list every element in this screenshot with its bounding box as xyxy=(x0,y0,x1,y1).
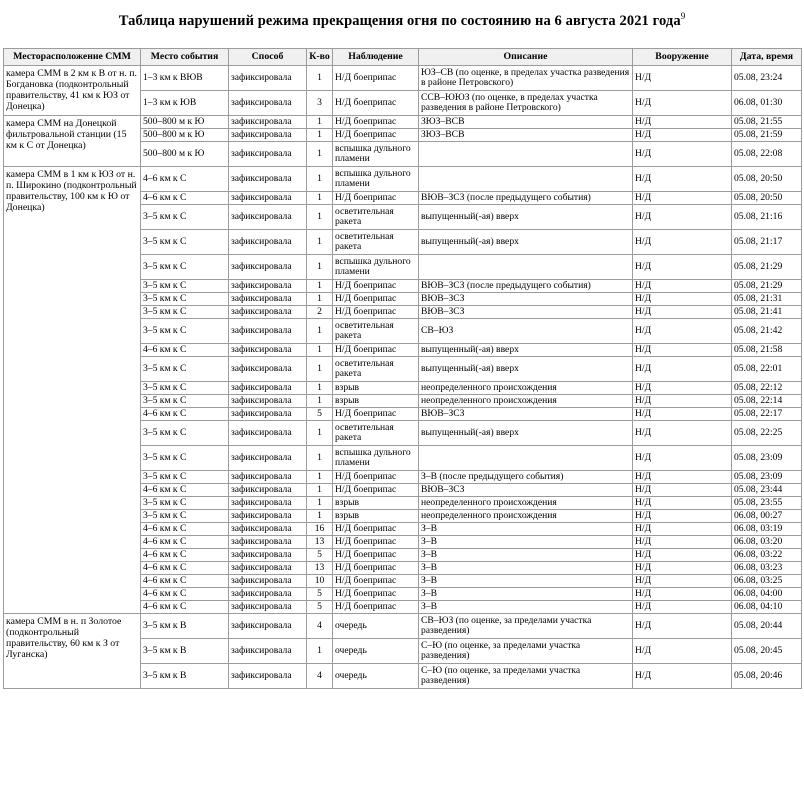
cell-count: 13 xyxy=(307,536,333,549)
cell-count: 1 xyxy=(307,639,333,664)
cell-observation: вспышка дульного пламени xyxy=(333,255,419,280)
cell-method: зафиксировала xyxy=(229,344,307,357)
cell-date-time: 06.08, 00:27 xyxy=(732,510,802,523)
cell-event-place: 500–800 м к Ю xyxy=(141,129,229,142)
cell-date-time: 05.08, 21:58 xyxy=(732,344,802,357)
cell-weapon: Н/Д xyxy=(633,192,732,205)
cell-event-place: 4–6 км к С xyxy=(141,562,229,575)
cell-weapon: Н/Д xyxy=(633,129,732,142)
cell-count: 10 xyxy=(307,575,333,588)
cell-description: С–Ю (по оценке, за пределами участка разведения) xyxy=(419,639,633,664)
cell-observation: Н/Д боеприпас xyxy=(333,129,419,142)
cell-weapon: Н/Д xyxy=(633,523,732,536)
violations-table xyxy=(3,48,802,689)
cell-description: ЮЗ–СВ (по оценке, в пределах участка разведения в районе Петровского) xyxy=(419,66,633,91)
cell-event-place: 4–6 км к С xyxy=(141,408,229,421)
cell-description: З–В xyxy=(419,536,633,549)
cell-count: 4 xyxy=(307,664,333,689)
cell-event-place: 4–6 км к С xyxy=(141,549,229,562)
cell-date-time: 05.08, 20:46 xyxy=(732,664,802,689)
cell-description: З–В xyxy=(419,549,633,562)
cell-observation: Н/Д боеприпас xyxy=(333,280,419,293)
cell-event-place: 4–6 км к С xyxy=(141,536,229,549)
table-body xyxy=(4,66,802,689)
cell-method: зафиксировала xyxy=(229,142,307,167)
cell-observation: осветительная ракета xyxy=(333,230,419,255)
cell-observation: Н/Д боеприпас xyxy=(333,601,419,614)
cell-date-time: 05.08, 20:50 xyxy=(732,167,802,192)
cell-date-time: 05.08, 22:25 xyxy=(732,421,802,446)
cell-weapon: Н/Д xyxy=(633,510,732,523)
cell-observation: осветительная ракета xyxy=(333,357,419,382)
cell-observation: очередь xyxy=(333,614,419,639)
cell-observation: Н/Д боеприпас xyxy=(333,192,419,205)
cell-count: 1 xyxy=(307,344,333,357)
cell-description: СВ–ЮЗ (по оценке, за пределами участка разведения) xyxy=(419,614,633,639)
cell-date-time: 06.08, 03:25 xyxy=(732,575,802,588)
cell-weapon: Н/Д xyxy=(633,664,732,689)
cell-weapon: Н/Д xyxy=(633,319,732,344)
cell-method: зафиксировала xyxy=(229,614,307,639)
cell-description: ВЮВ–ЗСЗ xyxy=(419,408,633,421)
cell-date-time: 05.08, 21:42 xyxy=(732,319,802,344)
cell-weapon: Н/Д xyxy=(633,497,732,510)
table-row xyxy=(4,116,802,129)
cell-observation: Н/Д боеприпас xyxy=(333,91,419,116)
cell-count: 1 xyxy=(307,497,333,510)
cell-weapon: Н/Д xyxy=(633,536,732,549)
cell-count: 4 xyxy=(307,614,333,639)
col-header-place: Место события xyxy=(141,49,229,66)
cell-count: 1 xyxy=(307,230,333,255)
cell-observation: вспышка дульного пламени xyxy=(333,167,419,192)
cell-description: ВЮВ–ЗСЗ xyxy=(419,306,633,319)
cell-observation: взрыв xyxy=(333,510,419,523)
cell-count: 5 xyxy=(307,408,333,421)
cell-description: ЗЮЗ–ВСВ xyxy=(419,129,633,142)
col-header-date: Дата, время xyxy=(732,49,802,66)
cell-date-time: 05.08, 22:01 xyxy=(732,357,802,382)
cell-date-time: 05.08, 21:41 xyxy=(732,306,802,319)
cell-observation: Н/Д боеприпас xyxy=(333,293,419,306)
cell-method: зафиксировала xyxy=(229,129,307,142)
cell-description: З–В xyxy=(419,523,633,536)
cell-method: зафиксировала xyxy=(229,575,307,588)
cell-observation: Н/Д боеприпас xyxy=(333,116,419,129)
cell-count: 1 xyxy=(307,129,333,142)
cell-count: 1 xyxy=(307,319,333,344)
cell-weapon: Н/Д xyxy=(633,395,732,408)
cell-observation: взрыв xyxy=(333,382,419,395)
cell-weapon: Н/Д xyxy=(633,230,732,255)
cell-date-time: 06.08, 03:22 xyxy=(732,549,802,562)
cell-description: выпущенный(-ая) вверх xyxy=(419,421,633,446)
cell-observation: Н/Д боеприпас xyxy=(333,344,419,357)
cell-date-time: 05.08, 23:55 xyxy=(732,497,802,510)
cell-description: выпущенный(-ая) вверх xyxy=(419,357,633,382)
cell-method: зафиксировала xyxy=(229,66,307,91)
cell-count: 1 xyxy=(307,471,333,484)
cell-method: зафиксировала xyxy=(229,230,307,255)
cell-description: ВЮВ–ЗСЗ (после предыдущего события) xyxy=(419,192,633,205)
cell-description: С–Ю (по оценке, за пределами участка разведения) xyxy=(419,664,633,689)
col-header-count: К-во xyxy=(307,49,333,66)
cell-count: 1 xyxy=(307,510,333,523)
cell-observation: Н/Д боеприпас xyxy=(333,588,419,601)
cell-count: 1 xyxy=(307,280,333,293)
col-header-weapon: Вооружение xyxy=(633,49,732,66)
cell-description: выпущенный(-ая) вверх xyxy=(419,230,633,255)
cell-event-place: 3–5 км к С xyxy=(141,421,229,446)
cell-method: зафиксировала xyxy=(229,601,307,614)
cell-smm-location: камера СММ на Донецкой фильтровальной станции (15 км к С от Донецка) xyxy=(4,116,141,167)
cell-method: зафиксировала xyxy=(229,255,307,280)
col-header-description: Описание xyxy=(419,49,633,66)
cell-observation: Н/Д боеприпас xyxy=(333,549,419,562)
table-row xyxy=(4,167,802,192)
table-header-row xyxy=(4,49,802,66)
cell-count: 1 xyxy=(307,167,333,192)
cell-description xyxy=(419,255,633,280)
cell-event-place: 3–5 км к С xyxy=(141,293,229,306)
cell-weapon: Н/Д xyxy=(633,421,732,446)
cell-event-place: 3–5 км к С xyxy=(141,395,229,408)
cell-event-place: 4–6 км к С xyxy=(141,344,229,357)
cell-method: зафиксировала xyxy=(229,562,307,575)
cell-date-time: 05.08, 21:17 xyxy=(732,230,802,255)
cell-observation: вспышка дульного пламени xyxy=(333,142,419,167)
cell-method: зафиксировала xyxy=(229,306,307,319)
cell-observation: Н/Д боеприпас xyxy=(333,575,419,588)
cell-description: ВЮВ–ЗСЗ (после предыдущего события) xyxy=(419,280,633,293)
cell-observation: очередь xyxy=(333,639,419,664)
cell-description: выпущенный(-ая) вверх xyxy=(419,205,633,230)
cell-date-time: 05.08, 21:29 xyxy=(732,280,802,293)
cell-method: зафиксировала xyxy=(229,395,307,408)
cell-method: зафиксировала xyxy=(229,523,307,536)
cell-event-place: 500–800 м к Ю xyxy=(141,142,229,167)
cell-weapon: Н/Д xyxy=(633,306,732,319)
cell-count: 5 xyxy=(307,549,333,562)
cell-event-place: 3–5 км к С xyxy=(141,446,229,471)
cell-weapon: Н/Д xyxy=(633,344,732,357)
cell-weapon: Н/Д xyxy=(633,280,732,293)
cell-weapon: Н/Д xyxy=(633,382,732,395)
cell-count: 1 xyxy=(307,142,333,167)
cell-count: 1 xyxy=(307,255,333,280)
cell-description: СВ–ЮЗ xyxy=(419,319,633,344)
cell-event-place: 4–6 км к С xyxy=(141,523,229,536)
cell-event-place: 3–5 км к С xyxy=(141,280,229,293)
cell-weapon: Н/Д xyxy=(633,562,732,575)
cell-description: неопределенного происхождения xyxy=(419,382,633,395)
cell-weapon: Н/Д xyxy=(633,66,732,91)
cell-observation: Н/Д боеприпас xyxy=(333,484,419,497)
cell-method: зафиксировала xyxy=(229,192,307,205)
cell-observation: Н/Д боеприпас xyxy=(333,306,419,319)
cell-count: 1 xyxy=(307,395,333,408)
cell-description: выпущенный(-ая) вверх xyxy=(419,344,633,357)
cell-observation: вспышка дульного пламени xyxy=(333,446,419,471)
cell-event-place: 3–5 км к С xyxy=(141,510,229,523)
cell-method: зафиксировала xyxy=(229,510,307,523)
cell-weapon: Н/Д xyxy=(633,205,732,230)
cell-date-time: 05.08, 22:17 xyxy=(732,408,802,421)
cell-weapon: Н/Д xyxy=(633,255,732,280)
cell-date-time: 05.08, 23:09 xyxy=(732,446,802,471)
cell-count: 13 xyxy=(307,562,333,575)
cell-observation: Н/Д боеприпас xyxy=(333,523,419,536)
cell-date-time: 05.08, 21:16 xyxy=(732,205,802,230)
cell-event-place: 3–5 км к С xyxy=(141,471,229,484)
cell-count: 2 xyxy=(307,306,333,319)
cell-observation: Н/Д боеприпас xyxy=(333,408,419,421)
cell-date-time: 05.08, 22:08 xyxy=(732,142,802,167)
cell-date-time: 05.08, 20:44 xyxy=(732,614,802,639)
cell-date-time: 05.08, 21:31 xyxy=(732,293,802,306)
cell-observation: Н/Д боеприпас xyxy=(333,66,419,91)
cell-method: зафиксировала xyxy=(229,357,307,382)
cell-description xyxy=(419,167,633,192)
cell-count: 1 xyxy=(307,382,333,395)
cell-method: зафиксировала xyxy=(229,293,307,306)
cell-event-place: 4–6 км к С xyxy=(141,588,229,601)
cell-description: неопределенного происхождения xyxy=(419,510,633,523)
cell-observation: Н/Д боеприпас xyxy=(333,562,419,575)
footnote-marker: 9 xyxy=(680,11,686,21)
cell-observation: взрыв xyxy=(333,395,419,408)
cell-count: 1 xyxy=(307,66,333,91)
cell-event-place: 500–800 м к Ю xyxy=(141,116,229,129)
cell-event-place: 3–5 км к В xyxy=(141,639,229,664)
cell-event-place: 3–5 км к С xyxy=(141,230,229,255)
page-title xyxy=(0,11,804,30)
cell-method: зафиксировала xyxy=(229,446,307,471)
col-header-location: Месторасположение СММ xyxy=(4,49,141,66)
cell-event-place: 3–5 км к С xyxy=(141,497,229,510)
cell-event-place: 1–3 км к ЮВ xyxy=(141,91,229,116)
cell-event-place: 3–5 км к С xyxy=(141,306,229,319)
cell-description: неопределенного происхождения xyxy=(419,395,633,408)
cell-event-place: 3–5 км к С xyxy=(141,255,229,280)
cell-observation: Н/Д боеприпас xyxy=(333,471,419,484)
cell-weapon: Н/Д xyxy=(633,588,732,601)
cell-method: зафиксировала xyxy=(229,536,307,549)
cell-weapon: Н/Д xyxy=(633,471,732,484)
cell-description: неопределенного происхождения xyxy=(419,497,633,510)
cell-count: 1 xyxy=(307,205,333,230)
cell-observation: очередь xyxy=(333,664,419,689)
title-text: Таблица нарушений режима прекращения огня по состоянию на 6 августа 2021 года xyxy=(118,12,681,29)
cell-count: 1 xyxy=(307,192,333,205)
cell-date-time: 05.08, 22:14 xyxy=(732,395,802,408)
cell-weapon: Н/Д xyxy=(633,639,732,664)
cell-method: зафиксировала xyxy=(229,167,307,192)
cell-date-time: 05.08, 21:55 xyxy=(732,116,802,129)
cell-description: З–В (после предыдущего события) xyxy=(419,471,633,484)
cell-count: 3 xyxy=(307,91,333,116)
cell-weapon: Н/Д xyxy=(633,167,732,192)
cell-event-place: 4–6 км к С xyxy=(141,601,229,614)
violations-table-wrapper xyxy=(3,48,801,689)
cell-method: зафиксировала xyxy=(229,382,307,395)
cell-smm-location: камера СММ в 2 км к В от н. п. Богдановка (подконтрольный правительству, 41 км к ЮЗ от Донецка) xyxy=(4,66,141,116)
cell-weapon: Н/Д xyxy=(633,484,732,497)
cell-weapon: Н/Д xyxy=(633,408,732,421)
cell-date-time: 05.08, 23:44 xyxy=(732,484,802,497)
cell-count: 1 xyxy=(307,293,333,306)
cell-method: зафиксировала xyxy=(229,280,307,293)
cell-event-place: 3–5 км к В xyxy=(141,664,229,689)
cell-date-time: 05.08, 21:29 xyxy=(732,255,802,280)
cell-count: 1 xyxy=(307,357,333,382)
cell-date-time: 05.08, 23:09 xyxy=(732,471,802,484)
cell-count: 16 xyxy=(307,523,333,536)
cell-event-place: 3–5 км к С xyxy=(141,382,229,395)
cell-count: 5 xyxy=(307,588,333,601)
cell-event-place: 4–6 км к С xyxy=(141,192,229,205)
cell-weapon: Н/Д xyxy=(633,357,732,382)
cell-count: 1 xyxy=(307,421,333,446)
cell-weapon: Н/Д xyxy=(633,116,732,129)
table-row xyxy=(4,614,802,639)
cell-weapon: Н/Д xyxy=(633,446,732,471)
cell-weapon: Н/Д xyxy=(633,549,732,562)
cell-count: 1 xyxy=(307,116,333,129)
cell-method: зафиксировала xyxy=(229,91,307,116)
cell-date-time: 06.08, 03:23 xyxy=(732,562,802,575)
cell-weapon: Н/Д xyxy=(633,142,732,167)
cell-count: 5 xyxy=(307,601,333,614)
cell-description: ЗЮЗ–ВСВ xyxy=(419,116,633,129)
cell-event-place: 4–6 км к С xyxy=(141,167,229,192)
cell-method: зафиксировала xyxy=(229,549,307,562)
cell-method: зафиксировала xyxy=(229,421,307,446)
cell-weapon: Н/Д xyxy=(633,601,732,614)
cell-weapon: Н/Д xyxy=(633,575,732,588)
cell-method: зафиксировала xyxy=(229,408,307,421)
cell-observation: осветительная ракета xyxy=(333,205,419,230)
cell-description xyxy=(419,142,633,167)
cell-observation: осветительная ракета xyxy=(333,421,419,446)
cell-observation: взрыв xyxy=(333,497,419,510)
cell-date-time: 06.08, 04:00 xyxy=(732,588,802,601)
cell-weapon: Н/Д xyxy=(633,293,732,306)
cell-event-place: 3–5 км к С xyxy=(141,205,229,230)
cell-event-place: 4–6 км к С xyxy=(141,575,229,588)
col-header-method: Способ xyxy=(229,49,307,66)
cell-observation: Н/Д боеприпас xyxy=(333,536,419,549)
table-row xyxy=(4,66,802,91)
cell-description: З–В xyxy=(419,562,633,575)
cell-date-time: 05.08, 22:12 xyxy=(732,382,802,395)
col-header-observation: Наблюдение xyxy=(333,49,419,66)
cell-method: зафиксировала xyxy=(229,319,307,344)
cell-event-place: 1–3 км к ВЮВ xyxy=(141,66,229,91)
cell-date-time: 06.08, 03:20 xyxy=(732,536,802,549)
cell-event-place: 3–5 км к В xyxy=(141,614,229,639)
cell-event-place: 3–5 км к С xyxy=(141,357,229,382)
cell-description: З–В xyxy=(419,575,633,588)
cell-description: З–В xyxy=(419,588,633,601)
cell-date-time: 06.08, 01:30 xyxy=(732,91,802,116)
cell-weapon: Н/Д xyxy=(633,91,732,116)
cell-method: зафиксировала xyxy=(229,471,307,484)
cell-date-time: 05.08, 23:24 xyxy=(732,66,802,91)
cell-method: зафиксировала xyxy=(229,664,307,689)
cell-date-time: 06.08, 03:19 xyxy=(732,523,802,536)
cell-observation: осветительная ракета xyxy=(333,319,419,344)
cell-description xyxy=(419,446,633,471)
cell-smm-location: камера СММ в 1 км к ЮЗ от н. п. Широкино (подконтрольный правительству, 100 км к Ю от Донецка) xyxy=(4,167,141,614)
cell-count: 1 xyxy=(307,484,333,497)
cell-date-time: 06.08, 04:10 xyxy=(732,601,802,614)
cell-method: зафиксировала xyxy=(229,639,307,664)
cell-smm-location: камера СММ в н. п Золотое (подконтрольный правительству, 60 км к З от Луганска) xyxy=(4,614,141,689)
cell-method: зафиксировала xyxy=(229,588,307,601)
cell-method: зафиксировала xyxy=(229,497,307,510)
cell-description: ВЮВ–ЗСЗ xyxy=(419,484,633,497)
cell-method: зафиксировала xyxy=(229,484,307,497)
cell-date-time: 05.08, 20:45 xyxy=(732,639,802,664)
cell-date-time: 05.08, 20:50 xyxy=(732,192,802,205)
cell-description: ВЮВ–ЗСЗ xyxy=(419,293,633,306)
cell-count: 1 xyxy=(307,446,333,471)
cell-method: зафиксировала xyxy=(229,205,307,230)
cell-method: зафиксировала xyxy=(229,116,307,129)
cell-event-place: 4–6 км к С xyxy=(141,484,229,497)
cell-description: З–В xyxy=(419,601,633,614)
cell-weapon: Н/Д xyxy=(633,614,732,639)
cell-date-time: 05.08, 21:59 xyxy=(732,129,802,142)
cell-description: ССВ–ЮЮЗ (по оценке, в пределах участка разведения в районе Петровского) xyxy=(419,91,633,116)
cell-event-place: 3–5 км к С xyxy=(141,319,229,344)
